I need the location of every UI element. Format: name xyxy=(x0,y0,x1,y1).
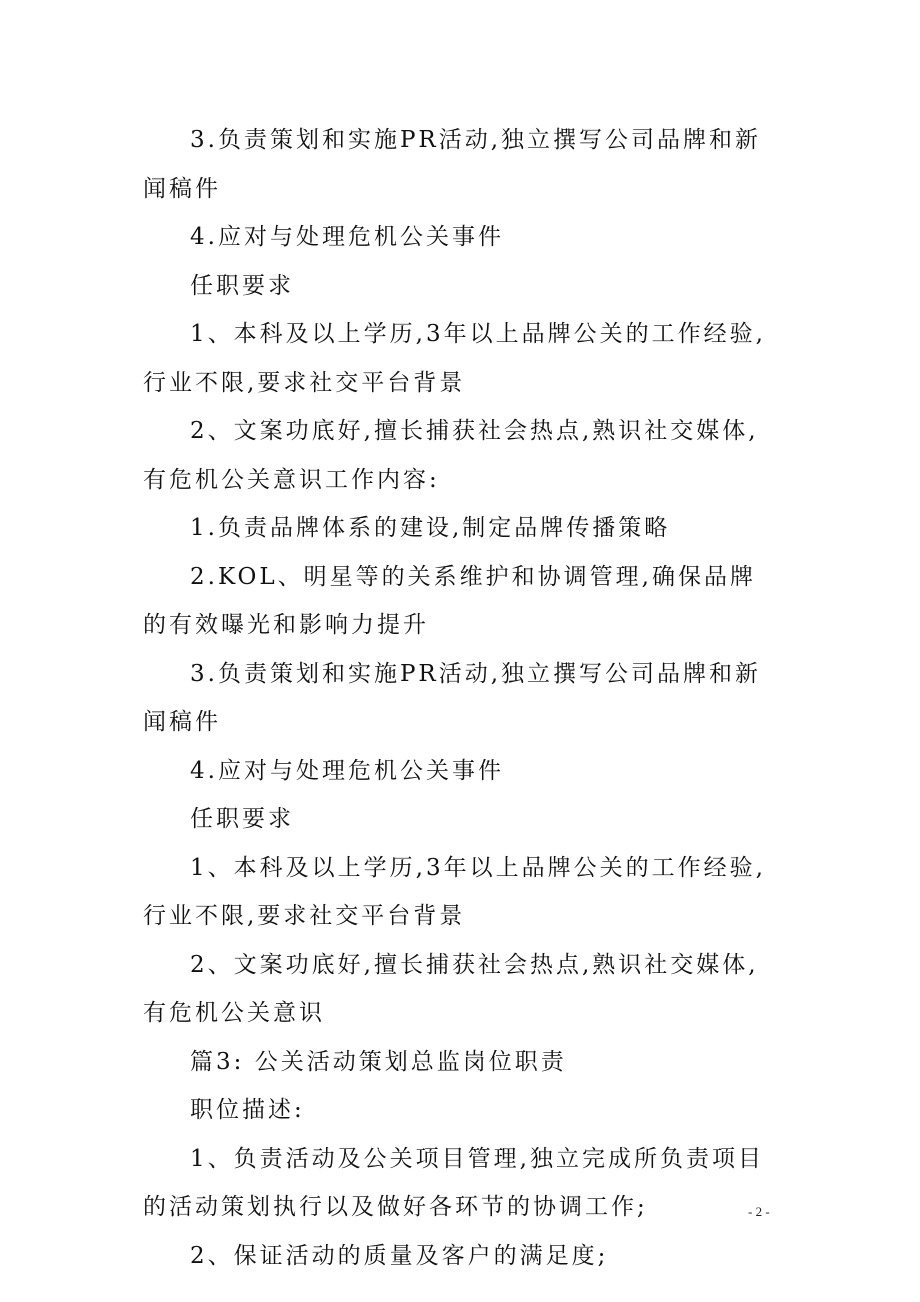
page-number: - 2 - xyxy=(748,1204,770,1219)
paragraph: 3.负责策划和实施PR活动,独立撰写公司品牌和新闻稿件 xyxy=(143,660,762,735)
paragraph: 1、本科及以上学历,3年以上品牌公关的工作经验,行业不限,要求社交平台背景 xyxy=(143,321,766,396)
paragraph: 2、保证活动的质量及客户的满足度; xyxy=(190,1242,609,1269)
section-heading: 职位描述: xyxy=(190,1097,305,1123)
paragraph: 1、本科及以上学历,3年以上品牌公关的工作经验,行业不限,要求社交平台背景 xyxy=(143,854,766,929)
section-heading: 任职要求 xyxy=(190,806,294,832)
section-heading: 任职要求 xyxy=(190,272,294,299)
paragraph: 2、文案功底好,擅长捕获社会热点,熟识社交媒体,有危机公关意识工作内容: xyxy=(143,418,759,493)
paragraph: 1、负责活动及公关项目管理,独立完成所负责项目的活动策划执行以及做好各环节的协调工作; xyxy=(143,1145,764,1220)
paragraph: 3.负责策划和实施PR活动,独立撰写公司品牌和新闻稿件 xyxy=(143,127,762,202)
chapter-heading: 篇3: 公关活动策划总监岗位职责 xyxy=(190,1048,567,1075)
body-text xyxy=(143,116,773,1280)
paragraph: 1.负责品牌体系的建设,制定品牌传播策略 xyxy=(190,515,671,541)
paragraph: 2、文案功底好,擅长捕获社会热点,熟识社交媒体,有危机公关意识 xyxy=(143,951,759,1026)
paragraph: 4.应对与处理危机公关事件 xyxy=(190,757,504,784)
paragraph: 2.KOL、明星等的关系维护和协调管理,确保品牌的有效曝光和影响力提升 xyxy=(143,563,756,638)
paragraph: 4.应对与处理危机公关事件 xyxy=(190,224,504,250)
